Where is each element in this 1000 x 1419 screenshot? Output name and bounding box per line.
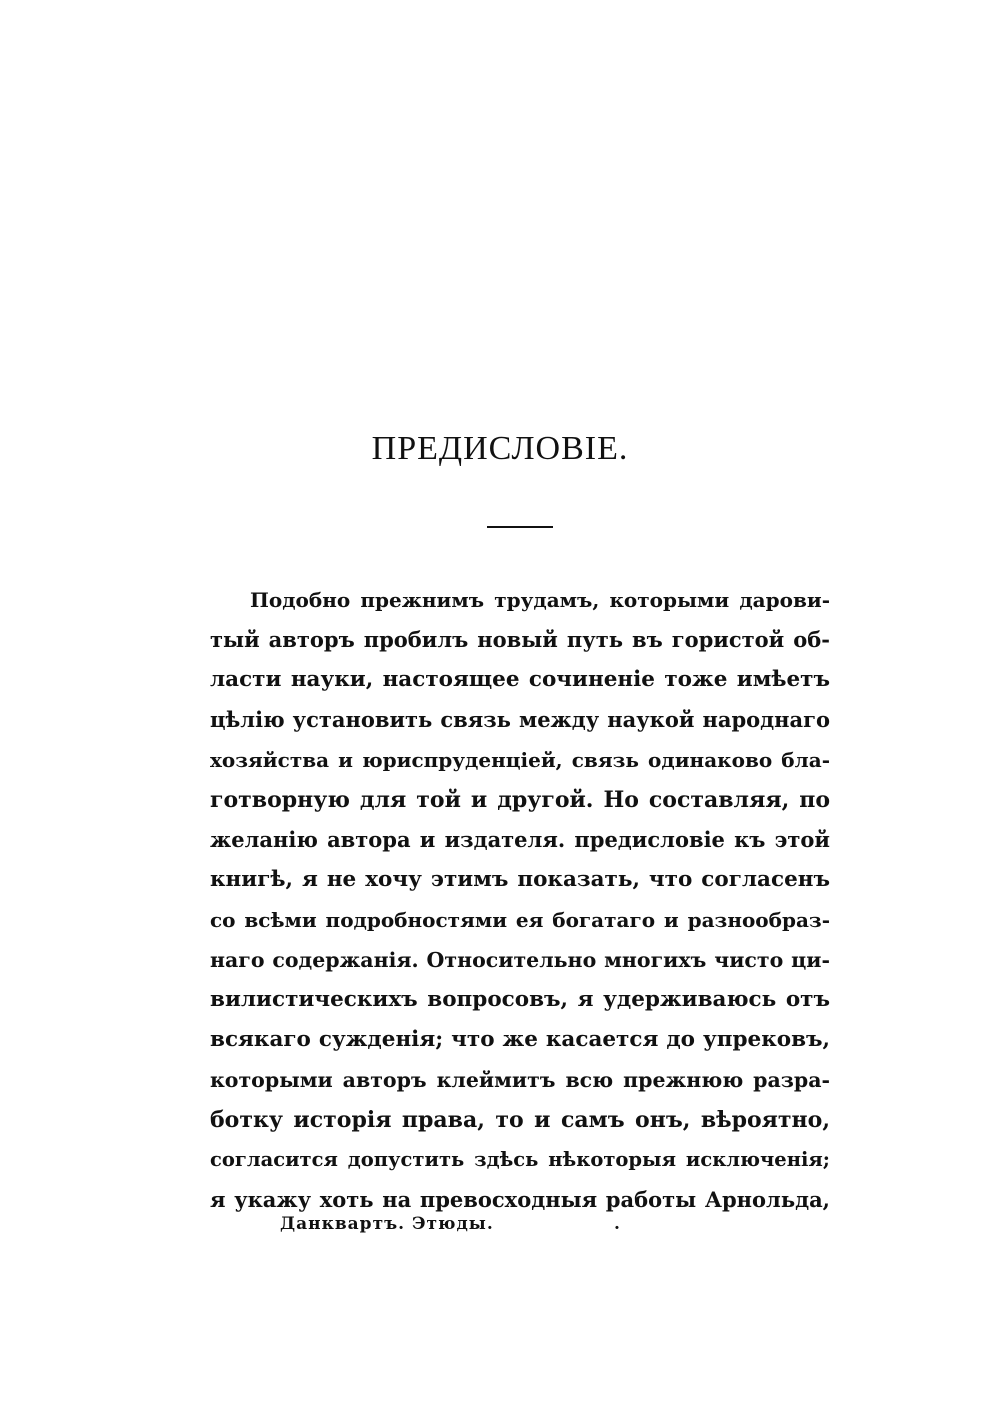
title-rule xyxy=(487,526,553,528)
signature-mark: . xyxy=(614,1214,620,1234)
text-line: которыми авторъ клеймитъ всю прежнюю разра- xyxy=(210,1068,830,1092)
text-line: согласится допустить здѣсь нѣкоторыя исключенія; xyxy=(210,1148,830,1171)
text-line: вилистическихъ вопросовъ, я удерживаюсь отъ xyxy=(210,987,830,1012)
text-line: тый авторъ пробилъ новый путь въ гористой об- xyxy=(210,627,830,652)
text-line: хозяйства и юриспруденціей, связь одинаково бла- xyxy=(210,748,830,772)
text-line: цѣлію установить связь между наукой народнаго xyxy=(210,707,830,732)
text-line: ботку исторія права, то и самъ онъ, вѣроятно, xyxy=(210,1107,830,1133)
text-line: наго содержанія. Относительно многихъ чисто ци- xyxy=(210,948,830,972)
text-line: я укажу хоть на превосходныя работы Арнольда, xyxy=(210,1187,830,1212)
text-line: всякаго сужденія; что же касается до упрековъ, xyxy=(210,1027,830,1052)
preface-paragraph xyxy=(210,580,830,1220)
page-title: ПРЕДИСЛОВІЕ. xyxy=(371,430,629,467)
running-footer: Данквартъ. Этюды. xyxy=(280,1214,494,1234)
text-line: готворную для той и другой. Но составляя, по xyxy=(210,787,830,813)
text-line: Подобно прежнимъ трудамъ, которыми дарови- xyxy=(250,588,830,612)
text-line: желанію автора и издателя. предисловіе къ этой xyxy=(210,827,830,852)
text-line: книгѣ, я не хочу этимъ показать, что согласенъ xyxy=(210,867,830,892)
text-line: со всѣми подробностями ея богатаго и разнообраз- xyxy=(210,908,830,932)
text-line: ласти науки, настоящее сочиненіе тоже имѣетъ xyxy=(210,667,830,692)
